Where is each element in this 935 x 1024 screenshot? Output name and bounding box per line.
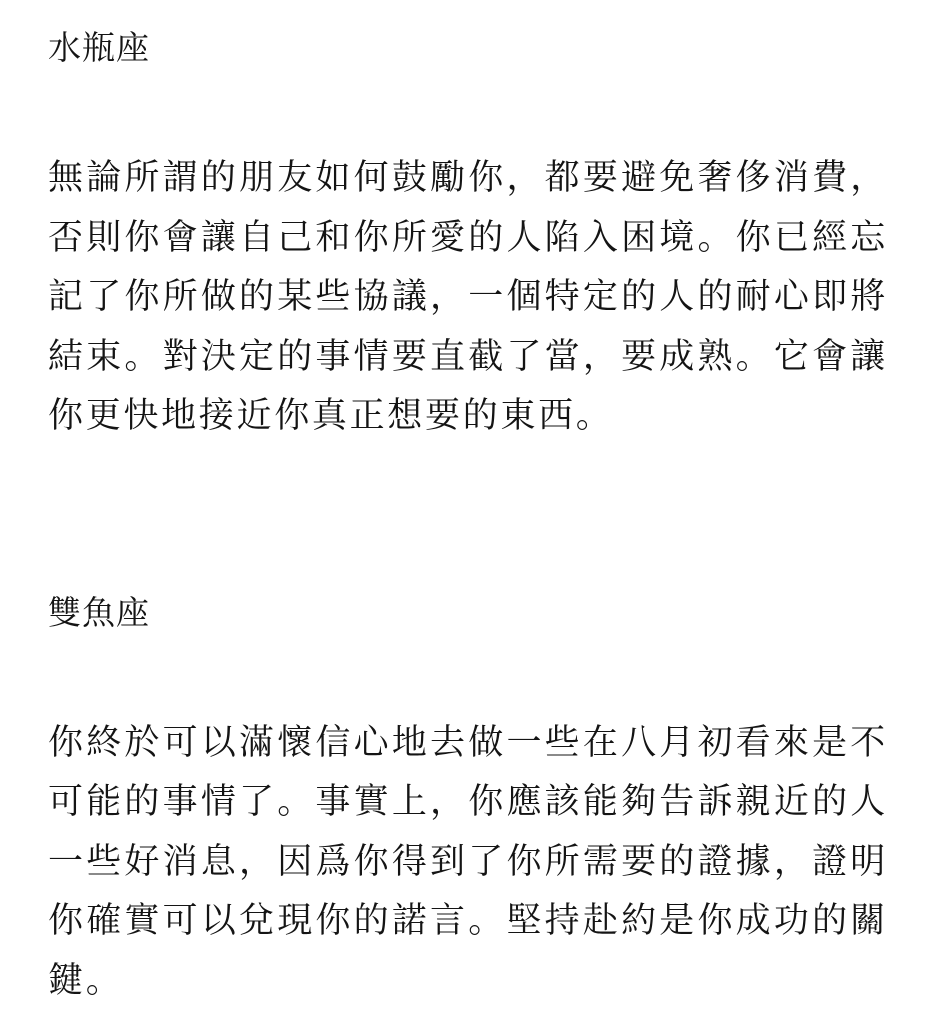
section-divider-space bbox=[48, 447, 888, 585]
aquarius-body: 無論所謂的朋友如何鼓勵你，都要避免奢侈消費，否則你會讓自己和你所愛的人陷入困境。你已經忘記了你所做的某些協議，一個特定的人的耐心即將結束。對決定的事情要直截了當，要成熟。它會讓你更快地接近你真正想要的東西。 bbox=[48, 158, 888, 436]
spacer bbox=[48, 76, 888, 149]
pisces-body: 你終於可以滿懷信心地去做一些在八月初看來是不可能的事情了。事實上，你應該能夠告訴親近的人一些好消息，因爲你得到了你所需要的證據，證明你確實可以兌現你的諾言。堅持赴約是你成功的關鍵。 bbox=[48, 722, 888, 1001]
horoscope-article bbox=[48, 20, 888, 1011]
aquarius-title: 水瓶座 bbox=[48, 28, 150, 67]
spacer bbox=[48, 641, 888, 714]
pisces-title: 雙魚座 bbox=[48, 592, 150, 632]
